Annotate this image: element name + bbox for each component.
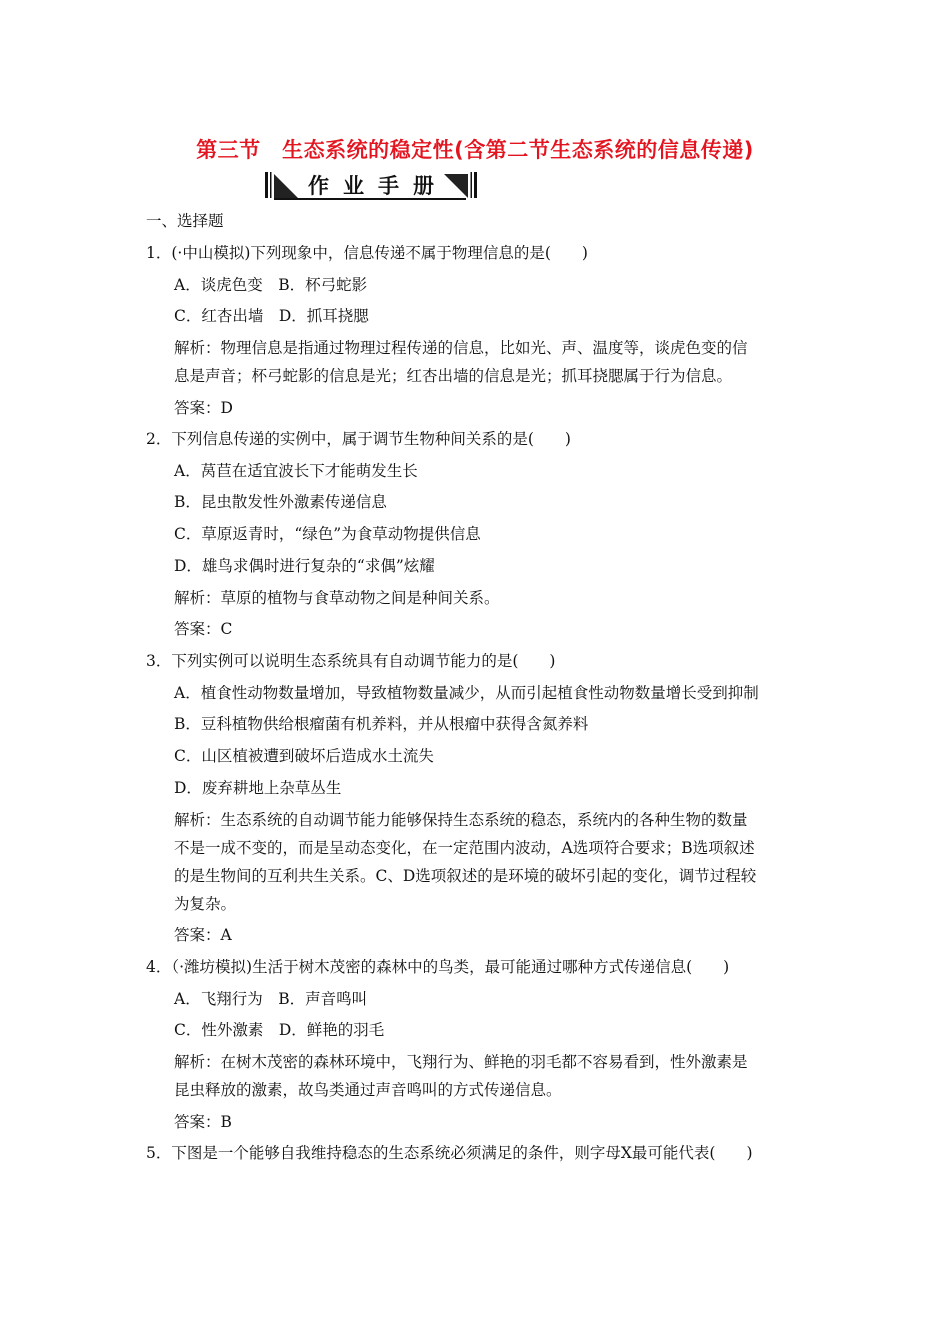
question-stem: 5．下图是一个能够自我维持稳态的生态系统必须满足的条件，则字母X最可能代表( ) xyxy=(146,1144,753,1162)
page-title: 第三节 生态系统的稳定性(含第二节生态系统的信息传递) xyxy=(196,138,754,162)
question-option: A．莴苣在适宜波长下才能萌发生长 xyxy=(174,462,418,480)
question-stem: 4．（·潍坊模拟)生活于树木茂密的森林中的鸟类，最可能通过哪种方式传递信息( ) xyxy=(146,958,730,976)
question-stem: 3．下列实例可以说明生态系统具有自动调节能力的是( ) xyxy=(146,652,556,670)
answer-text: 答案：A xyxy=(174,926,232,944)
analysis-text: 解析：物理信息是指通过物理过程传递的信息，比如光、声、温度等，谈虎色变的信 xyxy=(174,339,748,357)
question-option: C．红杏出墙 D．抓耳挠腮 xyxy=(174,307,369,325)
answer-text: 答案：B xyxy=(174,1113,232,1131)
analysis-text: 息是声音；杯弓蛇影的信息是光；红杏出墙的信息是光；抓耳挠腮属于行为信息。 xyxy=(174,367,733,385)
question-option: C．草原返青时，“绿色”为食草动物提供信息 xyxy=(174,525,481,543)
question-stem: 1．(·中山模拟)下列现象中，信息传递不属于物理信息的是( ) xyxy=(146,244,588,262)
banner-label: 作业手册 xyxy=(308,174,448,198)
analysis-text: 不是一成不变的，而是呈动态变化，在一定范围内波动，A选项符合要求；B选项叙述 xyxy=(174,839,755,857)
answer-text: 答案：C xyxy=(174,620,233,638)
question-option: C．性外激素 D．鲜艳的羽毛 xyxy=(174,1021,385,1039)
question-option: A．植食性动物数量增加，导致植物数量减少，从而引起植食性动物数量增长受到抑制 xyxy=(174,684,759,702)
analysis-text: 解析：生态系统的自动调节能力能够保持生态系统的稳态，系统内的各种生物的数量 xyxy=(174,811,748,829)
question-option: D．废弃耕地上杂草丛生 xyxy=(174,779,342,797)
analysis-text: 为复杂。 xyxy=(174,895,237,913)
analysis-text: 解析：草原的植物与食草动物之间是种间关系。 xyxy=(174,589,500,607)
question-stem: 2．下列信息传递的实例中，属于调节生物种间关系的是( ) xyxy=(146,430,571,448)
analysis-text: 的是生物间的互利共生关系。C、D选项叙述的是环境的破坏引起的变化，调节过程较 xyxy=(174,867,757,885)
analysis-text: 解析：在树木茂密的森林环境中，飞翔行为、鲜艳的羽毛都不容易看到，性外激素是 xyxy=(174,1053,748,1071)
question-option: A．谈虎色变 B．杯弓蛇影 xyxy=(174,276,368,294)
homework-banner xyxy=(264,170,478,202)
question-option: B．昆虫散发性外激素传递信息 xyxy=(174,493,387,511)
question-option: A．飞翔行为 B．声音鸣叫 xyxy=(174,990,368,1008)
analysis-text: 昆虫释放的激素，故鸟类通过声音鸣叫的方式传递信息。 xyxy=(174,1081,562,1099)
question-option: B．豆科植物供给根瘤菌有机养料，并从根瘤中获得含氮养料 xyxy=(174,715,589,733)
question-option: D．雄鸟求偶时进行复杂的“求偶”炫耀 xyxy=(174,557,435,575)
answer-text: 答案：D xyxy=(174,399,233,417)
section-heading: 一、选择题 xyxy=(146,212,224,230)
question-option: C．山区植被遭到破坏后造成水土流失 xyxy=(174,747,434,765)
